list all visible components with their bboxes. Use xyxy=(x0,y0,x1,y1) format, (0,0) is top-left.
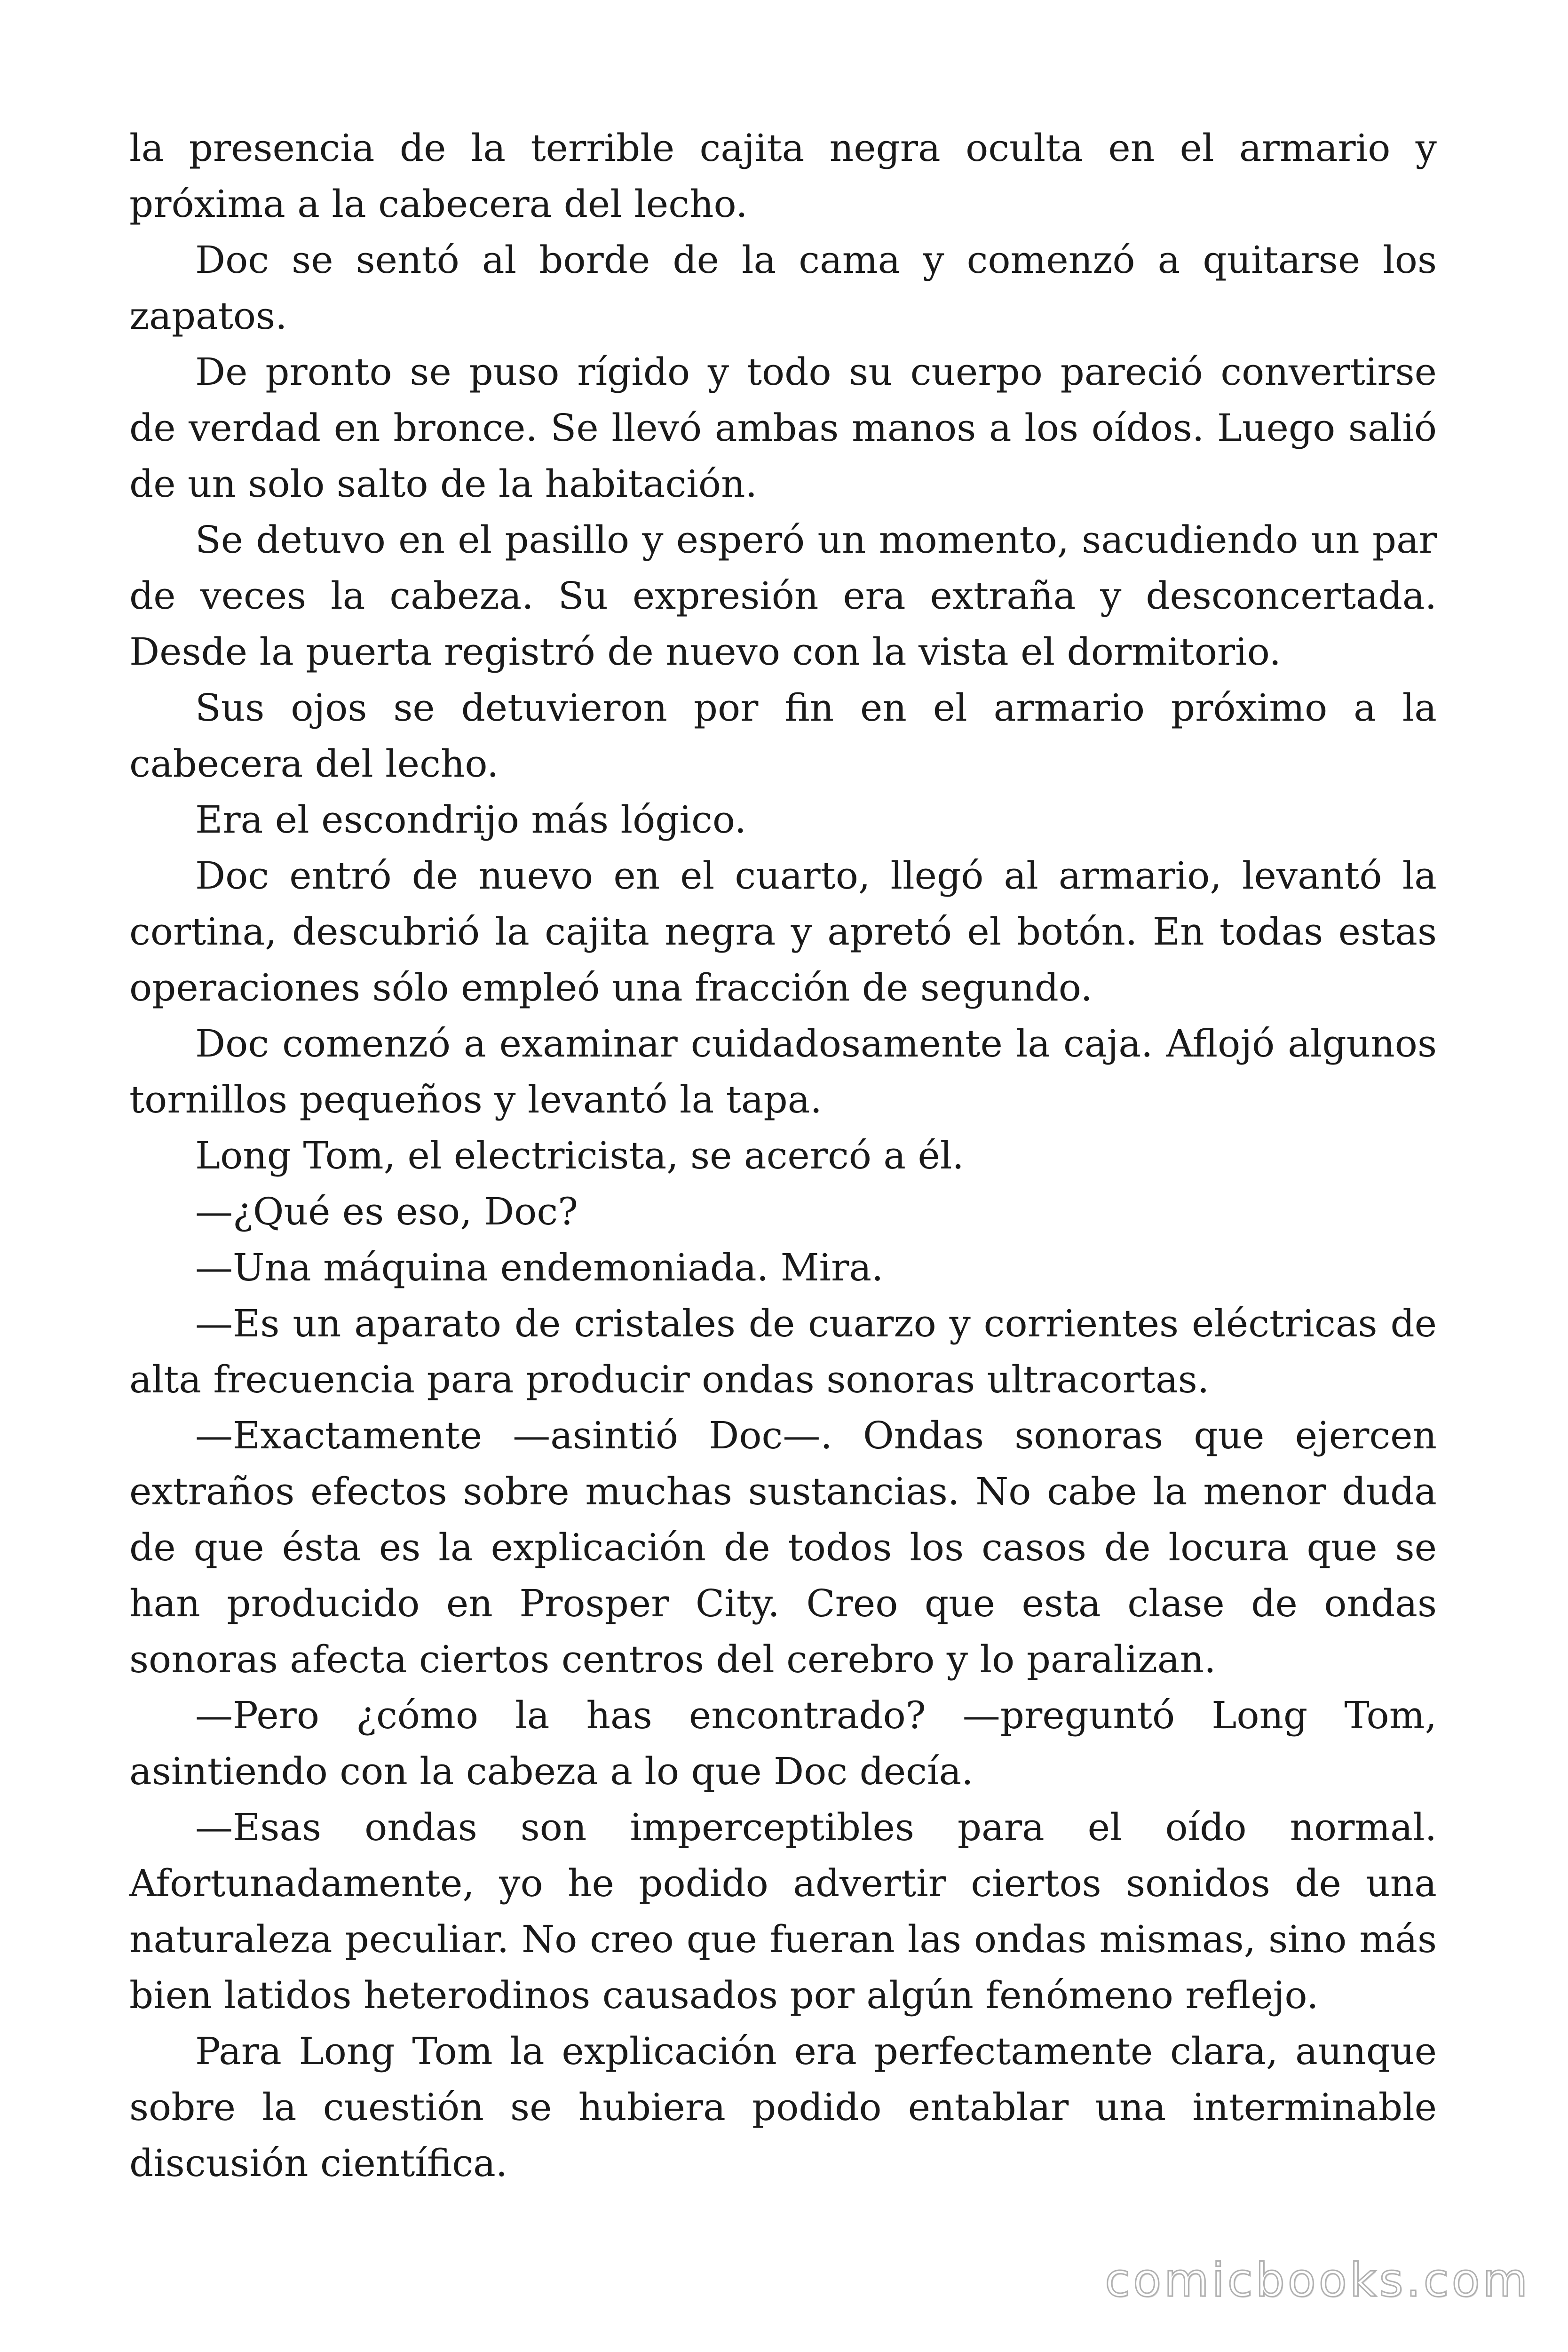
paragraph: Doc se sentó al borde de la cama y comenzó a quitarse los zapatos. xyxy=(129,238,1437,338)
paragraph: la presencia de la terrible cajita negra oculta en el armario y próxima a la cabecera del lecho. xyxy=(129,126,1437,226)
dialogue-line: —Una máquina endemoniada. Mira. xyxy=(195,1246,884,1289)
paragraph: Doc entró de nuevo en el cuarto, llegó al armario, levantó la cortina, descubrió la cajita negra y apretó el botón. En todas estas operaciones sólo empleó una fracción de segundo. xyxy=(129,854,1437,1009)
paragraph: De pronto se puso rígido y todo su cuerpo pareció convertirse de verdad en bronce. Se llevó ambas manos a los oídos. Luego salió de un solo salto de la habitación. xyxy=(129,350,1437,506)
dialogue-line: —Esas ondas son imperceptibles para el oído normal. Afortunadamente, yo he podido advertir ciertos sonidos de una naturaleza peculiar. No creo que fueran las ondas mismas, sino más bien latidos heterodinos causados por algún fenómeno reflejo. xyxy=(129,1805,1437,2017)
paragraph: Sus ojos se detuvieron por fin en el armario próximo a la cabecera del lecho. xyxy=(129,686,1437,786)
watermark-logo: comicbooks.com xyxy=(1105,2254,1530,2307)
paragraph: Se detuvo en el pasillo y esperó un momento, sacudiendo un par de veces la cabeza. Su expresión era extraña y desconcertada. Desde la puerta registró de nuevo con la vista el dormitorio. xyxy=(129,518,1437,674)
dialogue-line: —Es un aparato de cristales de cuarzo y corrientes eléctricas de alta frecuencia para producir ondas sonoras ultracortas. xyxy=(129,1302,1437,1401)
dialogue-line: —Pero ¿cómo la has encontrado? —preguntó Long Tom, asintiendo con la cabeza a lo que Doc decía. xyxy=(129,1693,1437,1793)
paragraph: Long Tom, el electricista, se acercó a él. xyxy=(195,1134,964,1177)
dialogue-line: —Exactamente —asintió Doc—. Ondas sonoras que ejercen extraños efectos sobre muchas sustancias. No cabe la menor duda de que ésta es la explicación de todos los casos de locura que se han producido en Prosper City. Creo que esta clase de ondas sonoras afecta ciertos centros del cerebro y lo paralizan. xyxy=(129,1414,1437,1681)
paragraph: Doc comenzó a examinar cuidadosamente la caja. Aflojó algunos tornillos pequeños y levantó la tapa. xyxy=(129,1022,1437,1121)
book-page-text xyxy=(129,120,1437,2191)
dialogue-line: —¿Qué es eso, Doc? xyxy=(195,1190,578,1233)
paragraph: Era el escondrijo más lógico. xyxy=(195,798,747,842)
paragraph: Para Long Tom la explicación era perfectamente clara, aunque sobre la cuestión se hubiera podido entablar una interminable discusión científica. xyxy=(129,2029,1437,2185)
